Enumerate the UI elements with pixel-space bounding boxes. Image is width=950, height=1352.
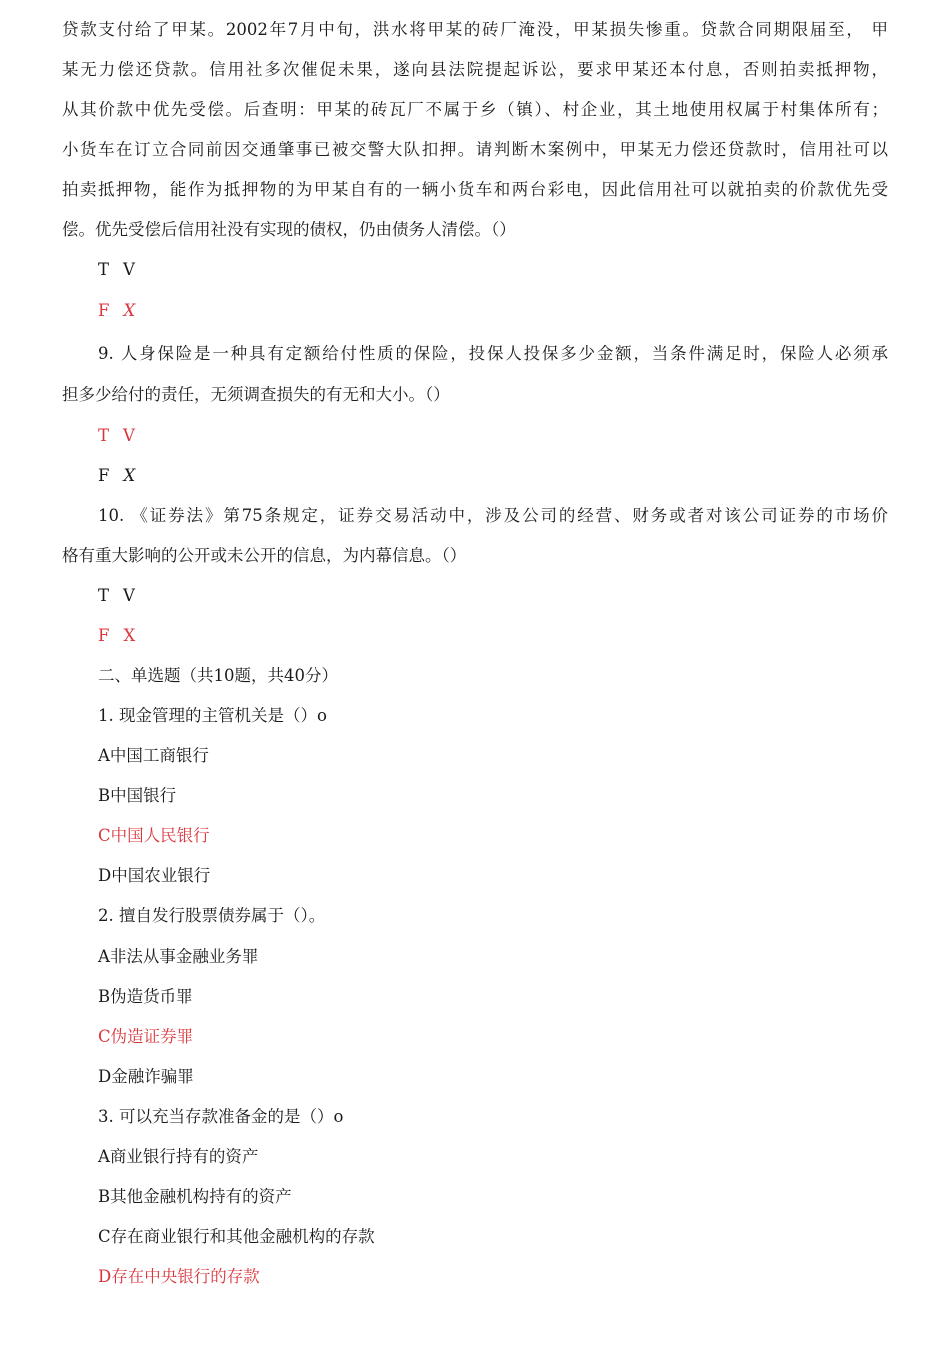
cross-mark-icon: X [123,626,136,645]
check-mark-icon: V [123,426,135,445]
question-10-line: 10. 《证券法》第75条规定，证券交易活动中，涉及公司的经营、财务或者对该公司证券的市场价 [98,506,888,525]
case-paragraph-line: 偿。优先受偿后信用社没有实现的债权，仍由债务人清偿。（） [62,220,516,239]
option-letter: T [98,586,110,605]
mc-question-2: 2. 擅自发行股票债券属于（）。 [98,906,326,925]
case-paragraph-line: 拍卖抵押物，能作为抵押物的为甲某自有的一辆小货车和两台彩电，因此信用社可以就拍卖的价款优先受 [62,180,888,199]
option-false-answer [98,625,135,647]
case-paragraph-line: 从其价款中优先受偿。后查明：甲某的砖瓦厂不属于乡（镇）、村企业，其土地使用权属于村集体所有； [62,100,888,119]
option-letter: F [98,466,110,485]
mc-option: C存在商业银行和其他金融机构的存款 [98,1227,375,1246]
question-9-line: 担多少给付的责任，无须调查损失的有无和大小。（） [62,385,450,404]
question-9-line: 9. 人身保险是一种具有定额给付性质的保险，投保人投保多少金额，当条件满足时，保险人必须承 [98,344,888,363]
mc-option: A中国工商银行 [98,746,209,765]
case-paragraph-line: 贷款支付给了甲某。2002年7月中旬，洪水将甲某的砖厂淹没，甲某损失惨重。贷款合同期限届至， 甲 [62,20,888,39]
mc-option: D金融诈骗罪 [98,1067,194,1086]
option-letter: F [98,626,110,645]
option-true [98,585,135,607]
option-true [98,259,135,281]
option-false [98,465,135,487]
section-heading: 二、单选题（共10题，共40分） [98,666,338,685]
mc-option: B伪造货币罪 [98,987,193,1006]
mc-option: B中国银行 [98,786,177,805]
question-10-line: 格有重大影响的公开或未公开的信息，为内幕信息。（） [62,546,467,565]
option-letter: T [98,260,110,279]
mc-question-1: 1. 现金管理的主管机关是（）o [98,706,327,725]
option-letter: T [98,426,110,445]
option-true-answer [98,425,135,447]
check-mark-icon: V [123,586,135,605]
mc-option-answer: C中国人民银行 [98,826,210,845]
mc-option: D中国农业银行 [98,866,211,885]
check-mark-icon: V [123,260,135,279]
mc-option: A商业银行持有的资产 [98,1147,259,1166]
mc-question-3: 3. 可以充当存款准备金的是（）o [98,1107,344,1126]
mc-option: A非法从事金融业务罪 [98,947,259,966]
option-letter: F [98,301,110,320]
mc-option: B其他金融机构持有的资产 [98,1187,292,1206]
case-paragraph-line: 小货车在订立合同前因交通肇事已被交警大队扣押。请判断木案例中，甲某无力偿还贷款时，信用社可以 [62,140,888,159]
cross-mark-icon: X [123,301,136,320]
cross-mark-icon: X [123,466,136,485]
mc-option-answer: D存在中央银行的存款 [98,1267,260,1286]
case-paragraph-line: 某无力偿还贷款。信用社多次催促未果，遂向县法院提起诉讼，要求甲某还本付息，否则拍卖抵押物， [62,60,888,79]
option-false-answer [98,300,135,322]
mc-option-answer: C伪造证券罪 [98,1027,194,1046]
